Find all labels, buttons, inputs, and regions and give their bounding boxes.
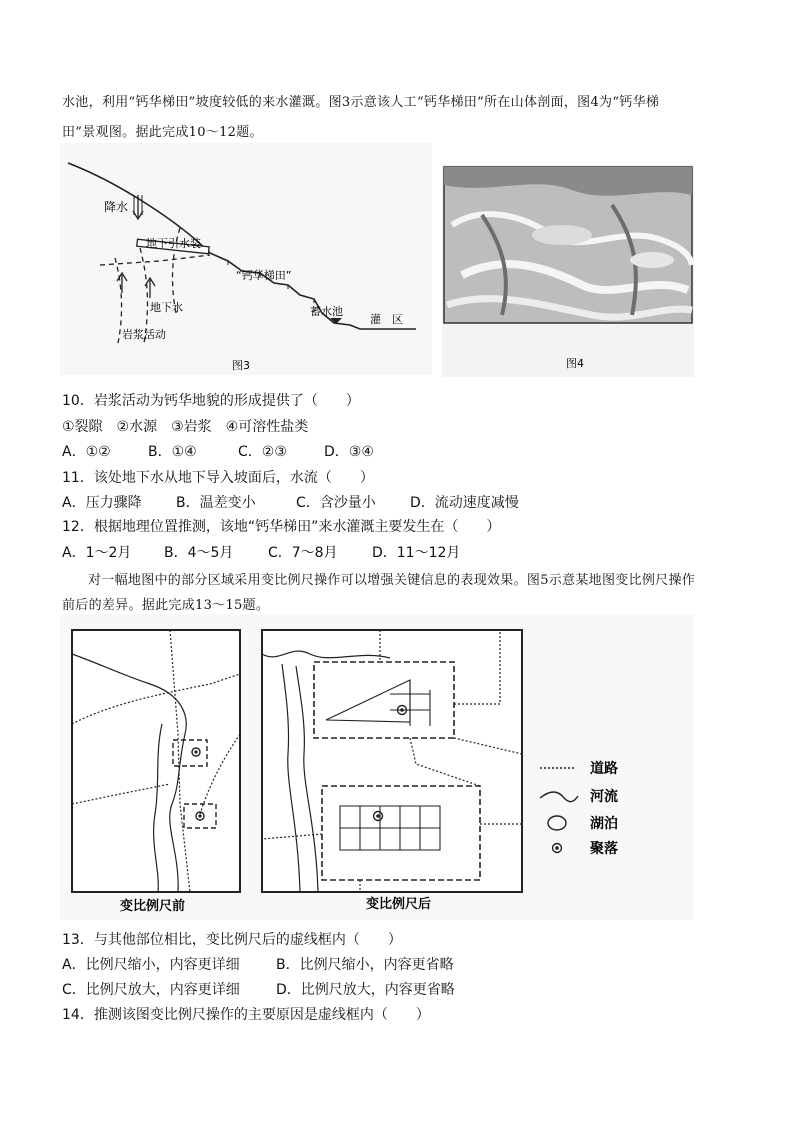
q10-option-c[interactable]: C．②③: [238, 444, 287, 460]
q11-option-d[interactable]: D．流动速度减慢: [410, 495, 519, 511]
q11-stem: 11．该处地下水从地下导入坡面后，水流（ ）: [62, 470, 374, 486]
map-after: [262, 630, 522, 912]
label-rain: 降水: [104, 200, 129, 214]
map-before-label: 变比例尺前: [120, 899, 186, 914]
label-groundwater: 地下水: [150, 301, 183, 314]
q13-stem: 13．与其他部位相比，变比例尺后的虚线框内（ ）: [62, 932, 402, 948]
q10-items: ①裂隙 ②水源 ③岩浆 ④可溶性盐类: [62, 419, 309, 435]
figure-4-caption: 图4: [566, 357, 584, 370]
q11-option-b[interactable]: B．温差变小: [176, 495, 256, 511]
label-pipe: 地下引水装: [146, 237, 201, 250]
intro2-line-1: 对一幅地图中的部分区域采用变比例尺操作可以增强关键信息的表现效果。图5示意某地图变比例尺操作: [88, 573, 696, 588]
q12-option-d[interactable]: D．11～12月: [372, 545, 461, 561]
label-magma: 岩浆活动: [122, 328, 166, 341]
figure-3-diagram: [60, 143, 432, 375]
intro-line-2: 田”景观图。据此完成10～12题。: [62, 125, 263, 140]
q11-option-a[interactable]: A．压力骤降: [62, 495, 142, 511]
q12-option-b[interactable]: B．4～5月: [164, 545, 234, 561]
intro-line-1: 水池，利用“钙华梯田”坡度较低的来水灌溉。图3示意该人工“钙华梯田”所在山体剖面，图4为“钙华梯: [62, 95, 660, 110]
q13-option-a[interactable]: A．比例尺缩小，内容更详细: [62, 957, 240, 973]
q12-option-c[interactable]: C．7～8月: [268, 545, 338, 561]
figure-4-photo: [442, 165, 694, 377]
q12-stem: 12．根据地理位置推测，该地“钙华梯田”来水灌溉主要发生在（ ）: [62, 519, 501, 535]
legend-river: 河流: [590, 789, 618, 805]
legend-settlement: 聚落: [590, 841, 618, 857]
q14-stem: 14．推测该图变比例尺操作的主要原因是虚线框内（ ）: [62, 1007, 430, 1023]
q10-option-d[interactable]: D．③④: [324, 444, 374, 460]
legend-lake: 湖泊: [590, 816, 618, 832]
label-irrigation: 灌 区: [370, 313, 403, 326]
map-before: [72, 630, 240, 914]
figure-3-caption: 图3: [232, 359, 250, 372]
label-pool: 蓄水池: [310, 305, 343, 318]
q10-stem: 10．岩浆活动为钙华地貌的形成提供了（ ）: [62, 393, 360, 409]
map-after-label: 变比例尺后: [366, 897, 432, 912]
q11-option-c[interactable]: C．含沙量小: [296, 495, 376, 511]
q10-option-b[interactable]: B．①④: [148, 444, 197, 460]
q13-option-d[interactable]: D．比例尺放大，内容更省略: [276, 982, 455, 998]
q13-option-b[interactable]: B．比例尺缩小，内容更省略: [276, 957, 454, 973]
legend-road: 道路: [590, 761, 618, 777]
q12-option-a[interactable]: A．1～2月: [62, 545, 132, 561]
figure-5-maps: [60, 614, 694, 920]
intro2-line-2: 前后的差异。据此完成13～15题。: [62, 598, 270, 613]
q10-option-a[interactable]: A．①②: [62, 444, 111, 460]
label-terrace: “钙华梯田”: [236, 269, 292, 282]
q13-option-c[interactable]: C．比例尺放大，内容更详细: [62, 982, 240, 998]
